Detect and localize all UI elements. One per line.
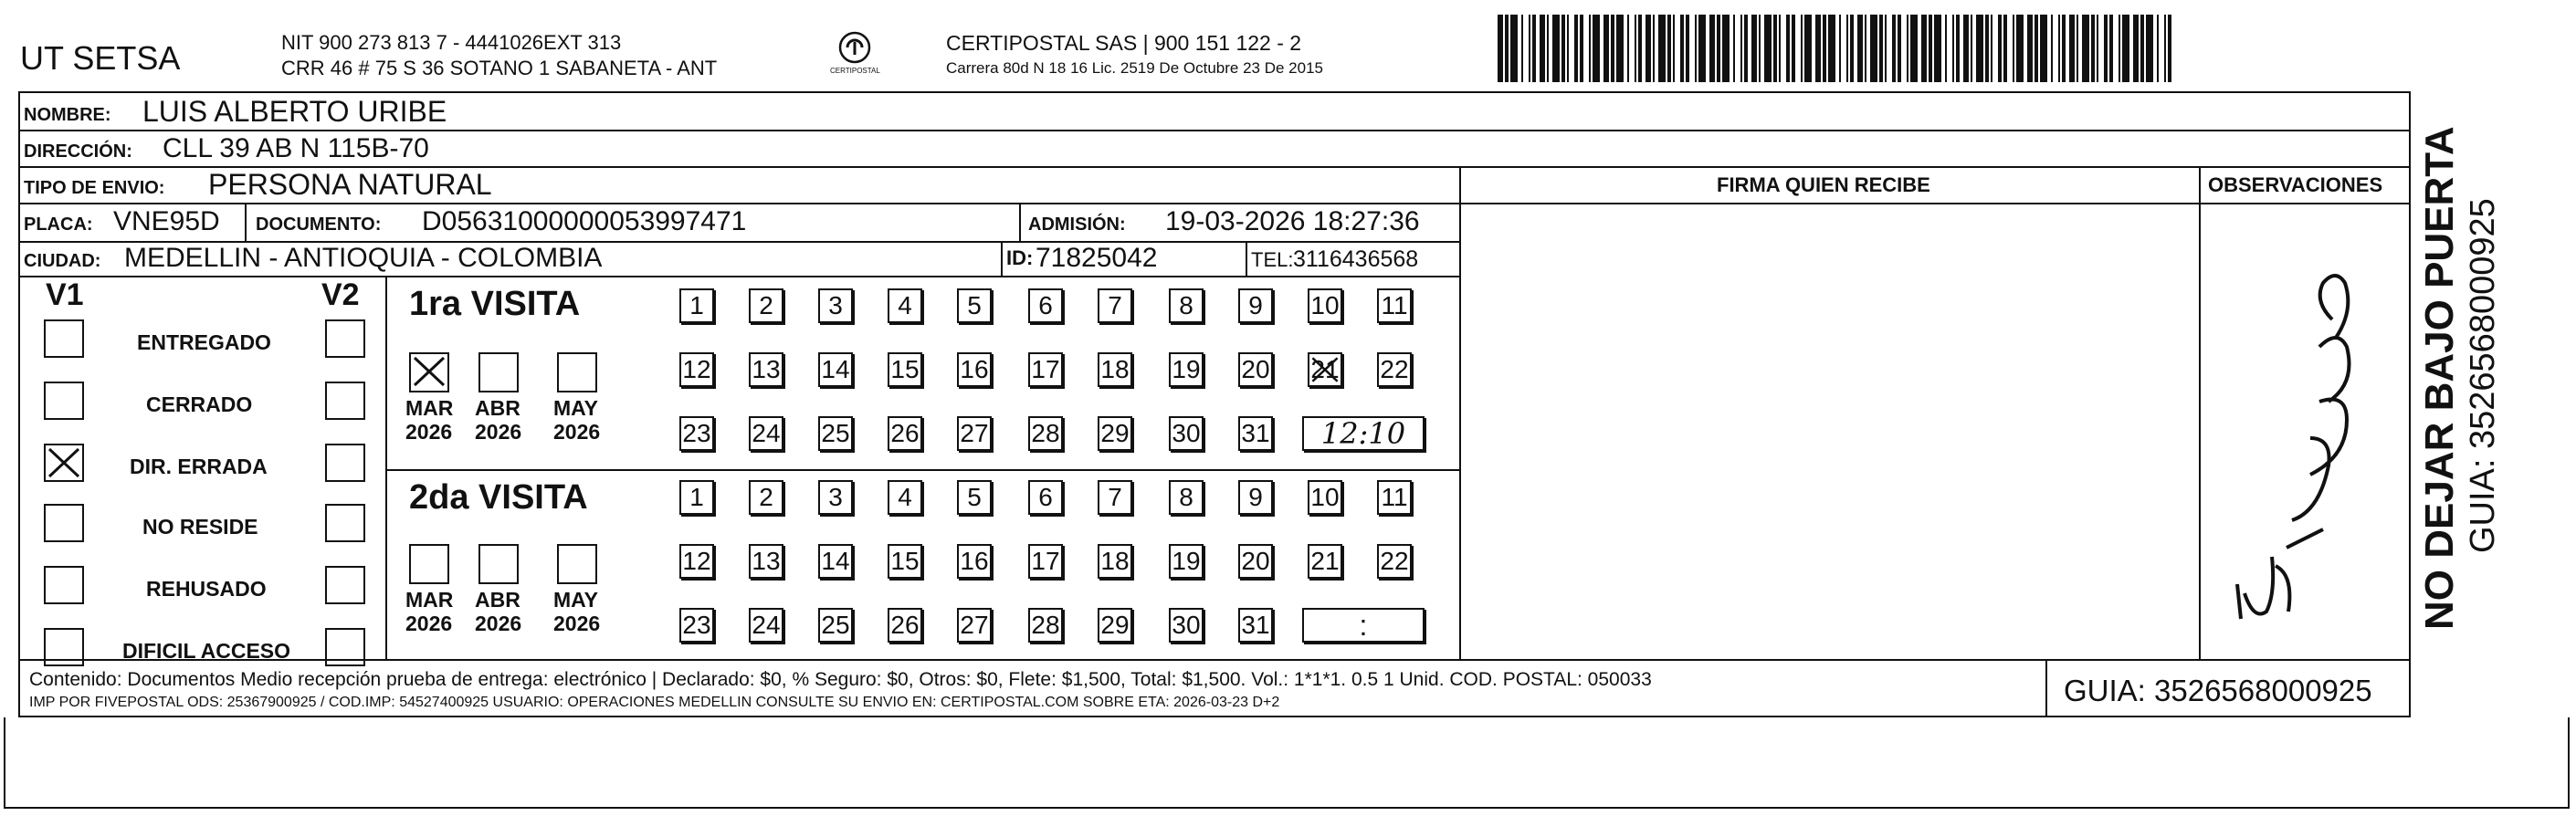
address-line: CRR 46 # 75 S 36 SOTANO 1 SABANETA - ANT bbox=[281, 57, 718, 79]
visit1-day-box[interactable]: 21 bbox=[1308, 352, 1342, 387]
visit1-day-box[interactable]: 24 bbox=[749, 416, 783, 451]
visit1-day-box[interactable]: 28 bbox=[1028, 416, 1063, 451]
name-label: NOMBRE: bbox=[24, 105, 111, 125]
v2-checkbox[interactable] bbox=[325, 382, 365, 420]
city-value: MEDELLIN - ANTIOQUIA - COLOMBIA bbox=[124, 243, 603, 273]
nit-line: NIT 900 273 813 7 - 4441026EXT 313 bbox=[281, 31, 622, 54]
address-label: DIRECCIÓN: bbox=[24, 141, 132, 162]
v1-label: V1 bbox=[46, 277, 84, 312]
visit1-day-box[interactable]: 31 bbox=[1238, 416, 1273, 451]
visit1-day-box[interactable]: 26 bbox=[888, 416, 922, 451]
visit2-day-box[interactable]: 21 bbox=[1308, 544, 1342, 579]
status-label: DIR. ERRADA bbox=[130, 455, 268, 478]
content-line: Contenido: Documentos Medio recepción prueba de entrega: electrónico | Declarado: $0, % Seguro: $0, Otros: $0, Flete: $1,500, Total: $1,500. Vol.: 1*1*1. 0.5 1 Unid. COD. POSTAL: 050033 bbox=[29, 669, 1652, 690]
visit1-day-box[interactable]: 18 bbox=[1098, 352, 1132, 387]
visit1-day-box[interactable]: 12 bbox=[679, 352, 714, 387]
v1-checkbox[interactable] bbox=[44, 382, 84, 420]
visit2-day-box[interactable]: 15 bbox=[888, 544, 922, 579]
visit1-month-label: MAY bbox=[553, 396, 598, 420]
visit2-day-box[interactable]: 9 bbox=[1238, 480, 1273, 515]
visit2-day-box[interactable]: 8 bbox=[1169, 480, 1204, 515]
visit2-day-box[interactable]: 26 bbox=[888, 608, 922, 643]
visit2-day-box[interactable]: 7 bbox=[1098, 480, 1132, 515]
visit2-day-box[interactable]: 25 bbox=[818, 608, 853, 643]
visit1-month-label: MAR bbox=[405, 396, 454, 420]
v1-checkbox[interactable] bbox=[44, 628, 84, 666]
v1-checkbox[interactable] bbox=[44, 504, 84, 542]
visit1-day-box[interactable]: 3 bbox=[818, 288, 853, 323]
visit1-day-box[interactable]: 16 bbox=[957, 352, 992, 387]
visit2-day-box[interactable]: 20 bbox=[1238, 544, 1273, 579]
visit2-month-checkbox[interactable] bbox=[557, 544, 597, 584]
visit1-day-box[interactable]: 5 bbox=[957, 288, 992, 323]
visit2-day-box[interactable]: 1 bbox=[679, 480, 714, 515]
visit2-day-box[interactable]: 18 bbox=[1098, 544, 1132, 579]
side-guia: GUIA: 3526568000925 bbox=[2464, 198, 2502, 553]
visit1-day-box[interactable]: 23 bbox=[679, 416, 714, 451]
visit2-month-label: MAR bbox=[405, 588, 454, 612]
company-name: UT SETSA bbox=[20, 39, 181, 77]
visit2-day-box[interactable]: 30 bbox=[1169, 608, 1204, 643]
visit1-day-box[interactable]: 10 bbox=[1308, 288, 1342, 323]
guia-box: GUIA: 3526568000925 bbox=[2064, 674, 2372, 707]
v2-checkbox[interactable] bbox=[325, 504, 365, 542]
visit1-year-label: 2026 bbox=[553, 420, 601, 444]
visit2-day-box[interactable]: 4 bbox=[888, 480, 922, 515]
status-label: ENTREGADO bbox=[137, 330, 271, 354]
visit2-day-box[interactable]: 31 bbox=[1238, 608, 1273, 643]
visit1-day-box[interactable]: 20 bbox=[1238, 352, 1273, 387]
visit1-title: 1ra VISITA bbox=[409, 285, 581, 323]
visit2-day-box[interactable]: 24 bbox=[749, 608, 783, 643]
visit2-day-box[interactable]: 11 bbox=[1377, 480, 1412, 515]
status-label: DIFICIL ACCESO bbox=[122, 639, 291, 663]
v1-checkbox[interactable] bbox=[44, 319, 84, 358]
visit1-year-label: 2026 bbox=[405, 420, 453, 444]
status-label: CERRADO bbox=[146, 392, 253, 416]
certipostal-logo-icon bbox=[836, 29, 873, 66]
visit2-month-checkbox[interactable] bbox=[478, 544, 519, 584]
visit2-day-box[interactable]: 13 bbox=[749, 544, 783, 579]
visit2-day-box[interactable]: 17 bbox=[1028, 544, 1063, 579]
tel-value: 3116436568 bbox=[1293, 246, 1419, 272]
visit2-day-box[interactable]: 27 bbox=[957, 608, 992, 643]
plate-label: PLACA: bbox=[24, 214, 93, 235]
side-warning: NO DEJAR BAJO PUERTA bbox=[2417, 126, 2462, 630]
visit1-day-box[interactable]: 30 bbox=[1169, 416, 1204, 451]
visit2-day-box[interactable]: 12 bbox=[679, 544, 714, 579]
visit2-day-box[interactable]: 14 bbox=[818, 544, 853, 579]
admission-label: ADMISIÓN: bbox=[1028, 214, 1126, 235]
visit2-year-label: 2026 bbox=[405, 612, 453, 635]
visit1-day-box[interactable]: 29 bbox=[1098, 416, 1132, 451]
visit1-day-box[interactable]: 6 bbox=[1028, 288, 1063, 323]
recipient-name: LUIS ALBERTO URIBE bbox=[142, 95, 447, 128]
recipient-type: PERSONA NATURAL bbox=[208, 168, 492, 201]
v1-checkbox[interactable] bbox=[44, 566, 84, 604]
visit1-month-checkbox[interactable] bbox=[409, 352, 449, 392]
carrier-line: CERTIPOSTAL SAS | 900 151 122 - 2 bbox=[946, 31, 1302, 55]
v1-checkbox[interactable] bbox=[44, 444, 84, 482]
v2-label: V2 bbox=[321, 277, 360, 312]
signature-header: FIRMA QUIEN RECIBE bbox=[1717, 173, 1930, 196]
visit1-month-checkbox[interactable] bbox=[557, 352, 597, 392]
document-value: D05631000000053997471 bbox=[422, 206, 747, 236]
visit1-day-box[interactable]: 27 bbox=[957, 416, 992, 451]
visit1-day-box[interactable]: 2 bbox=[749, 288, 783, 323]
plate-value: VNE95D bbox=[113, 206, 220, 236]
bottom-frame bbox=[4, 717, 2570, 809]
visit1-day-box[interactable]: 15 bbox=[888, 352, 922, 387]
tel-label: TEL: bbox=[1251, 248, 1294, 271]
visit1-day-box[interactable]: 19 bbox=[1169, 352, 1204, 387]
visit2-day-box[interactable]: 22 bbox=[1377, 544, 1412, 579]
visit1-year-label: 2026 bbox=[475, 420, 522, 444]
handwritten-signature bbox=[2228, 246, 2392, 630]
city-label: CIUDAD: bbox=[24, 251, 101, 271]
visit1-day-box[interactable]: 11 bbox=[1377, 288, 1412, 323]
visit1-day-box[interactable]: 17 bbox=[1028, 352, 1063, 387]
visit1-day-box[interactable]: 9 bbox=[1238, 288, 1273, 323]
visit2-month-label: ABR bbox=[475, 588, 520, 612]
recipient-address: CLL 39 AB N 115B-70 bbox=[163, 133, 429, 163]
id-label: ID: bbox=[1006, 246, 1034, 269]
visit2-day-box[interactable]: 29 bbox=[1098, 608, 1132, 643]
visit1-day-box[interactable]: 1 bbox=[679, 288, 714, 323]
status-label: REHUSADO bbox=[146, 577, 267, 601]
visit1-day-box[interactable]: 22 bbox=[1377, 352, 1412, 387]
visit1-time-box[interactable]: 12:10 bbox=[1302, 416, 1425, 451]
visit2-title: 2da VISITA bbox=[409, 478, 588, 517]
visit2-day-box[interactable]: 23 bbox=[679, 608, 714, 643]
visit1-day-box[interactable]: 13 bbox=[749, 352, 783, 387]
visit2-day-box[interactable]: 19 bbox=[1169, 544, 1204, 579]
v2-checkbox[interactable] bbox=[325, 444, 365, 482]
type-label: TIPO DE ENVIO: bbox=[24, 178, 165, 198]
v2-checkbox[interactable] bbox=[325, 566, 365, 604]
v2-checkbox[interactable] bbox=[325, 628, 365, 666]
logo-caption: CERTIPOSTAL bbox=[830, 67, 880, 75]
carrier-license: Carrera 80d N 18 16 Lic. 2519 De Octubre 23 De 2015 bbox=[946, 59, 1323, 77]
visit2-day-box[interactable]: 2 bbox=[749, 480, 783, 515]
visit1-day-box[interactable]: 7 bbox=[1098, 288, 1132, 323]
visit2-time-box[interactable]: : bbox=[1302, 608, 1425, 643]
visit2-day-box[interactable]: 16 bbox=[957, 544, 992, 579]
visit1-day-box[interactable]: 4 bbox=[888, 288, 922, 323]
observations-header: OBSERVACIONES bbox=[2208, 173, 2383, 196]
visit2-day-box[interactable]: 6 bbox=[1028, 480, 1063, 515]
visit1-month-checkbox[interactable] bbox=[478, 352, 519, 392]
document-label: DOCUMENTO: bbox=[256, 214, 382, 235]
id-value: 71825042 bbox=[1036, 243, 1158, 273]
visit2-day-box[interactable]: 3 bbox=[818, 480, 853, 515]
visit2-month-label: MAY bbox=[553, 588, 598, 612]
admission-value: 19-03-2026 18:27:36 bbox=[1165, 206, 1420, 236]
visit2-year-label: 2026 bbox=[553, 612, 601, 635]
v2-checkbox[interactable] bbox=[325, 319, 365, 358]
visit1-day-box[interactable]: 25 bbox=[818, 416, 853, 451]
visit1-month-label: ABR bbox=[475, 396, 520, 420]
visit1-day-box[interactable]: 14 bbox=[818, 352, 853, 387]
imp-line: IMP POR FIVEPOSTAL ODS: 25367900925 / COD.IMP: 54527400925 USUARIO: OPERACIONES MEDELLIN CONSULTE SU ENVIO EN: CERTIPOSTAL.COM SOBRE ETA: 2026-03-23 D+2 bbox=[29, 695, 1280, 710]
visit2-day-box[interactable]: 10 bbox=[1308, 480, 1342, 515]
visit2-year-label: 2026 bbox=[475, 612, 522, 635]
visit2-day-box[interactable]: 5 bbox=[957, 480, 992, 515]
barcode bbox=[1498, 15, 2181, 82]
visit2-month-checkbox[interactable] bbox=[409, 544, 449, 584]
status-label: NO RESIDE bbox=[142, 515, 258, 539]
visit1-day-box[interactable]: 8 bbox=[1169, 288, 1204, 323]
visit2-day-box[interactable]: 28 bbox=[1028, 608, 1063, 643]
